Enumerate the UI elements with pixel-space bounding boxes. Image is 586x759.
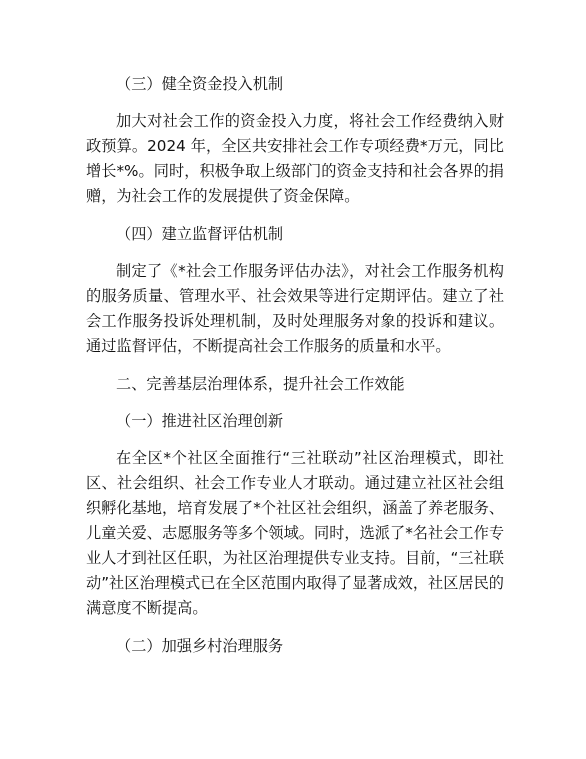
subsection-paragraph-1: 在全区*个社区全面推行“三社联动”社区治理模式，即社区、社会组织、社会工作专业人才联动。通过建立社区社会组织孵化基地，培育发展了*个社区社会组织，涵盖了养老服务、儿童关爱、志愿服务等多个领域。同时，选派了*名社会工作专业人才到社区任职，为社区治理提供专业支持。目前，“三社联动”社区治理模式已在全区范围内取得了显著成效，社区居民的满意度不断提高。 [86, 449, 504, 617]
subsection-heading-2: （二）加强乡村治理服务 [116, 637, 284, 655]
section-paragraph-3: 加大对社会工作的资金投入力度，将社会工作经费纳入财政预算。2024 年，全区共安排社会工作专项经费*万元，同比增长*%。同时，积极争取上级部门的资金支持和社会各界的捐赠，为社会工作的发展提供了资金保障。 [86, 112, 504, 205]
subsection-heading-1: （一）推进社区治理创新 [116, 412, 284, 430]
section-paragraph-4: 制定了《*社会工作服务评估办法》，对社会工作服务机构的服务质量、管理水平、社会效果等进行定期评估。建立了社会工作服务投诉处理机制，及时处理服务对象的投诉和建议。通过监督评估，不断提高社会工作服务的质量和水平。 [86, 262, 504, 355]
document-body [86, 72, 504, 659]
section-heading-4: （四）建立监督评估机制 [116, 225, 284, 243]
part-title: 二、完善基层治理体系，提升社会工作效能 [116, 375, 405, 393]
section-heading-3: （三）健全资金投入机制 [116, 75, 284, 93]
